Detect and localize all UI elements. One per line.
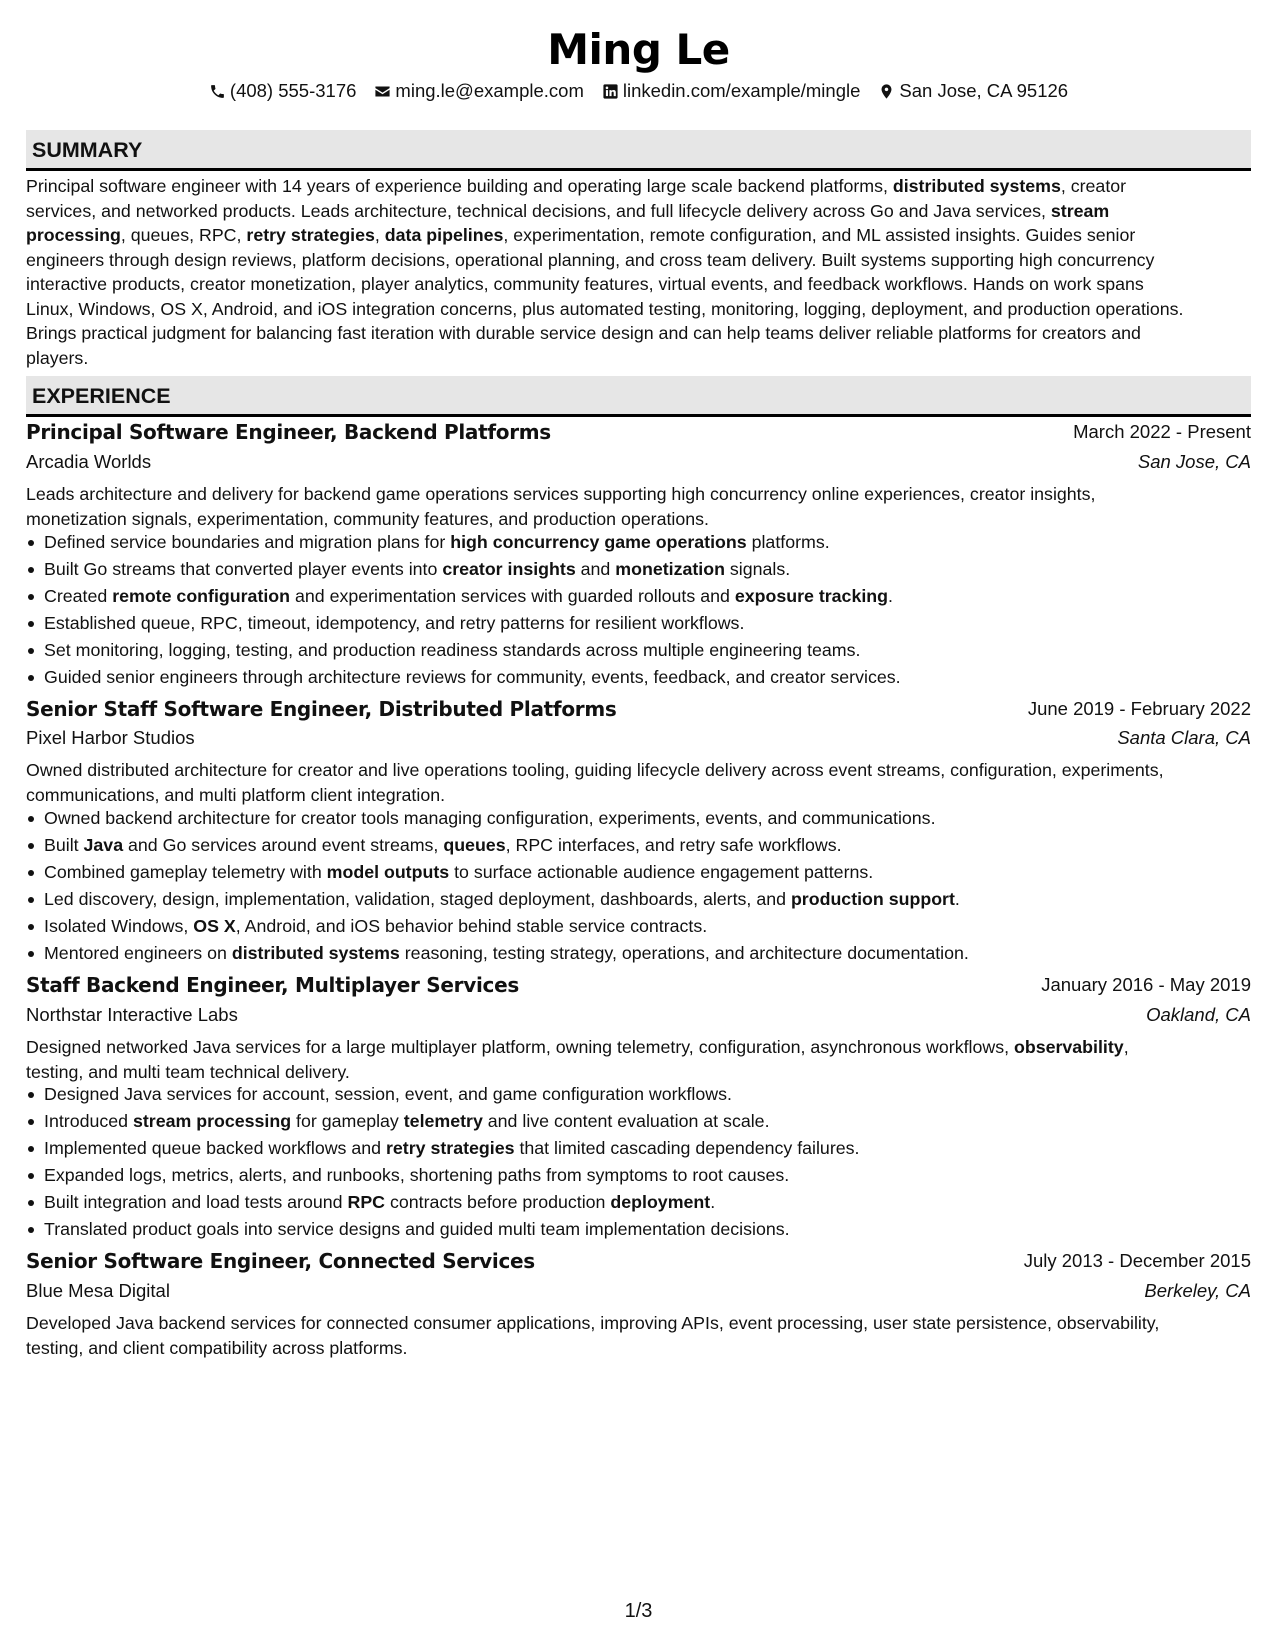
job-dates: July 2013 - December 2015 <box>1023 1250 1251 1271</box>
bold-text: processing <box>26 225 121 245</box>
text-run: Guided senior engineers through architecture reviews for community, events, feedback, and creator services. <box>44 667 901 687</box>
job-title: Principal Software Engineer, Backend Platforms <box>26 420 551 444</box>
text-run: and <box>575 559 616 579</box>
text-run: Defined service boundaries and migration plans for <box>44 532 451 552</box>
experience-section-header <box>26 376 1251 417</box>
job-dates: January 2016 - May 2019 <box>1041 974 1251 995</box>
job-bullets <box>26 805 1251 967</box>
text-line: Leads architecture and delivery for backend game operations services supporting high concurrency online experiences, creator insights, <box>26 484 1096 504</box>
contact-location <box>878 78 1068 104</box>
text-run: , queues, RPC, <box>120 225 247 245</box>
bullet-item <box>26 637 1251 664</box>
bullet-item <box>26 805 1251 832</box>
resume-page <box>26 0 1251 1650</box>
job-location: Oakland, CA <box>1146 1004 1251 1025</box>
text-run: Built <box>44 835 84 855</box>
text-run: , <box>1123 1037 1129 1057</box>
text-run: Built integration and load tests around <box>44 1192 348 1212</box>
text-run: Owned backend architecture for creator tools managing configuration, experiments, events, and communications. <box>44 808 936 828</box>
page-number: 1/3 <box>624 1600 653 1622</box>
company-name: Blue Mesa Digital <box>26 1280 170 1301</box>
candidate-name: Ming Le <box>547 25 730 74</box>
text-line: monetization signals, experimentation, community features, and production operations. <box>26 508 709 529</box>
text-run: and experimentation services with guarded rollouts and <box>290 586 735 606</box>
bullet-item <box>26 583 1251 610</box>
text-run: Established queue, RPC, timeout, idempotency, and retry patterns for resilient workflows. <box>44 613 745 633</box>
company-name: Northstar Interactive Labs <box>26 1004 238 1025</box>
text-run: engineers through design reviews, platform decisions, operational planning, and cross team delivery. Built systems supporting high concurrency <box>26 249 1155 270</box>
bold-text: distributed systems <box>231 943 400 963</box>
bold-text: deployment <box>610 1192 711 1212</box>
bold-text: observability <box>1013 1037 1124 1057</box>
bullet-item <box>26 1108 1251 1135</box>
text-line <box>26 1035 1251 1060</box>
bullet-item <box>26 1162 1251 1189</box>
text-line <box>26 321 1251 346</box>
job-title: Senior Software Engineer, Connected Services <box>26 1249 535 1273</box>
bullet-item <box>26 529 1251 556</box>
text-run: , creator <box>1060 176 1127 196</box>
text-run: Translated product goals into service designs and guided multi team implementation decisions. <box>44 1219 790 1239</box>
bold-text: remote configuration <box>112 586 291 606</box>
bullet-item <box>26 556 1251 583</box>
text-line <box>26 223 1251 248</box>
text-run: signals. <box>724 559 791 579</box>
bullet-item <box>26 1135 1251 1162</box>
company-name: Arcadia Worlds <box>26 451 152 472</box>
bullet-item <box>26 664 1251 691</box>
bold-text: telemetry <box>403 1111 483 1131</box>
text-run: Implemented queue backed workflows and <box>44 1138 386 1158</box>
job-title: Senior Staff Software Engineer, Distributed Platforms <box>26 697 617 721</box>
text-run: Created <box>44 586 113 606</box>
job-bullets <box>26 529 1251 691</box>
text-run: Brings practical judgment for balancing fast iteration with durable service design and can help teams deliver reliable platforms for creators and <box>26 323 1141 343</box>
bold-text: model outputs <box>326 862 450 882</box>
contact-phone <box>209 78 357 104</box>
bold-text: monetization <box>615 559 725 579</box>
job-bullets <box>26 1081 1251 1243</box>
phone-icon <box>209 83 226 100</box>
bullet-item <box>26 913 1251 940</box>
text-line <box>26 248 1251 273</box>
bold-text: data pipelines <box>384 225 504 245</box>
text-run: for gameplay <box>291 1111 404 1131</box>
contact-linkedin[interactable] <box>602 78 861 104</box>
text-run: , experimentation, remote configuration, and ML assisted insights. Guides senior <box>503 225 1136 245</box>
bullet-item <box>26 859 1251 886</box>
text-run: Linux, Windows, OS X, Android, and iOS integration concerns, plus automated testing, monitoring, logging, deployment, and production operations. <box>26 298 1184 319</box>
text-run: Mentored engineers on <box>44 943 232 963</box>
text-line: Owned distributed architecture for creator and live operations tooling, guiding lifecycle delivery across event streams, configuration, experiments, <box>26 760 1164 780</box>
job-dates: June 2019 - February 2022 <box>1027 698 1251 719</box>
text-line <box>26 272 1251 297</box>
text-line <box>26 297 1251 322</box>
text-run: interactive products, creator monetization, player analytics, community features, virtual events, and feedback workflows. Hands on work spans <box>26 274 1144 294</box>
text-run: players. <box>26 347 89 368</box>
bullet-item <box>26 1216 1251 1243</box>
text-run: Combined gameplay telemetry with <box>44 862 327 882</box>
summary-heading: SUMMARY <box>32 138 143 162</box>
job-dates: March 2022 - Present <box>1073 421 1251 442</box>
bold-text: production support <box>790 889 955 909</box>
text-run: Led discovery, design, implementation, validation, staged deployment, dashboards, alerts, and <box>44 889 791 909</box>
bullet-item <box>26 832 1251 859</box>
company-name: Pixel Harbor Studios <box>26 727 195 748</box>
text-run: Designed networked Java services for a large multiplayer platform, owning telemetry, configuration, asynchronous workflows, <box>26 1037 1014 1057</box>
bold-text: stream processing <box>132 1111 292 1131</box>
linkedin-text: linkedin.com/example/mingle <box>622 80 861 101</box>
bullet-item <box>26 886 1251 913</box>
summary-section-header <box>26 130 1251 171</box>
text-run: . <box>710 1192 716 1212</box>
job-location: Santa Clara, CA <box>1117 727 1251 748</box>
text-run: Expanded logs, metrics, alerts, and runbooks, shortening paths from symptoms to root causes. <box>44 1165 790 1185</box>
linkedin-icon <box>602 83 619 100</box>
text-run: , Android, and iOS behavior behind stable service contracts. <box>235 916 708 936</box>
text-line <box>26 199 1251 224</box>
bullet-item <box>26 610 1251 637</box>
text-run: Introduced <box>44 1111 133 1131</box>
text-run: and live content evaluation at scale. <box>482 1111 770 1131</box>
text-run: , RPC interfaces, and retry safe workflows. <box>505 835 842 855</box>
bullet-item <box>26 1081 1251 1108</box>
bold-text: exposure tracking <box>734 586 889 606</box>
text-run: Set monitoring, logging, testing, and production readiness standards across multiple engineering teams. <box>44 640 861 660</box>
text-run: Isolated Windows, <box>44 916 194 936</box>
bold-text: OS X <box>193 916 236 936</box>
contact-email[interactable] <box>374 78 583 104</box>
experience-heading: EXPERIENCE <box>32 384 171 408</box>
text-run: Built Go streams that converted player events into <box>44 559 443 579</box>
phone-text: (408) 555-3176 <box>229 80 357 101</box>
text-run: that limited cascading dependency failures. <box>514 1138 860 1158</box>
bullet-item <box>26 940 1251 967</box>
text-line: communications, and multi platform client integration. <box>26 784 446 805</box>
email-text: ming.le@example.com <box>395 80 584 101</box>
text-run: reasoning, testing strategy, operations, and architecture documentation. <box>399 943 969 963</box>
text-run: and Go services around event streams, <box>123 835 444 855</box>
text-run: Principal software engineer with 14 years of experience building and operating large scale backend platforms, <box>26 176 893 196</box>
job-description <box>26 482 1251 531</box>
map-pin-icon <box>878 83 895 100</box>
text-run: . <box>888 586 893 606</box>
bold-text: RPC <box>347 1192 386 1212</box>
job-title: Staff Backend Engineer, Multiplayer Services <box>26 973 519 997</box>
bold-text: Java <box>83 835 124 855</box>
job-location: San Jose, CA <box>1137 451 1251 472</box>
summary-text <box>26 174 1251 370</box>
text-run: platforms. <box>746 532 830 552</box>
text-run: . <box>954 889 960 909</box>
text-line: Developed Java backend services for connected consumer applications, improving APIs, event processing, user state persistence, observability, <box>26 1313 1160 1333</box>
bold-text: high concurrency game operations <box>450 532 747 552</box>
text-run: services, and networked products. Leads architecture, technical decisions, and full lifecycle delivery across Go and Java services, <box>26 200 1051 221</box>
text-line <box>26 346 1251 371</box>
text-line <box>26 174 1251 199</box>
bold-text: retry strategies <box>386 1138 515 1158</box>
text-run: to surface actionable audience engagement patterns. <box>449 862 874 882</box>
text-line: testing, and client compatibility across platforms. <box>26 1337 408 1358</box>
job-description <box>26 758 1251 807</box>
job-description <box>26 1035 1251 1084</box>
job-location: Berkeley, CA <box>1144 1280 1251 1301</box>
bold-text: queues <box>443 835 506 855</box>
bold-text: creator insights <box>442 559 576 579</box>
job-description <box>26 1311 1251 1360</box>
bullet-item <box>26 1189 1251 1216</box>
bold-text: stream <box>1050 200 1110 221</box>
bold-text: distributed systems <box>892 176 1061 196</box>
envelope-icon <box>374 83 391 100</box>
text-run: testing, and multi team technical delivery. <box>26 1061 350 1082</box>
bold-text: retry strategies <box>246 225 375 245</box>
location-text: San Jose, CA 95126 <box>899 80 1069 101</box>
text-run: Designed Java services for account, session, event, and game configuration workflows. <box>44 1084 732 1104</box>
contact-bar <box>26 78 1251 104</box>
text-run: contracts before production <box>385 1192 611 1212</box>
text-run: , <box>374 225 385 245</box>
